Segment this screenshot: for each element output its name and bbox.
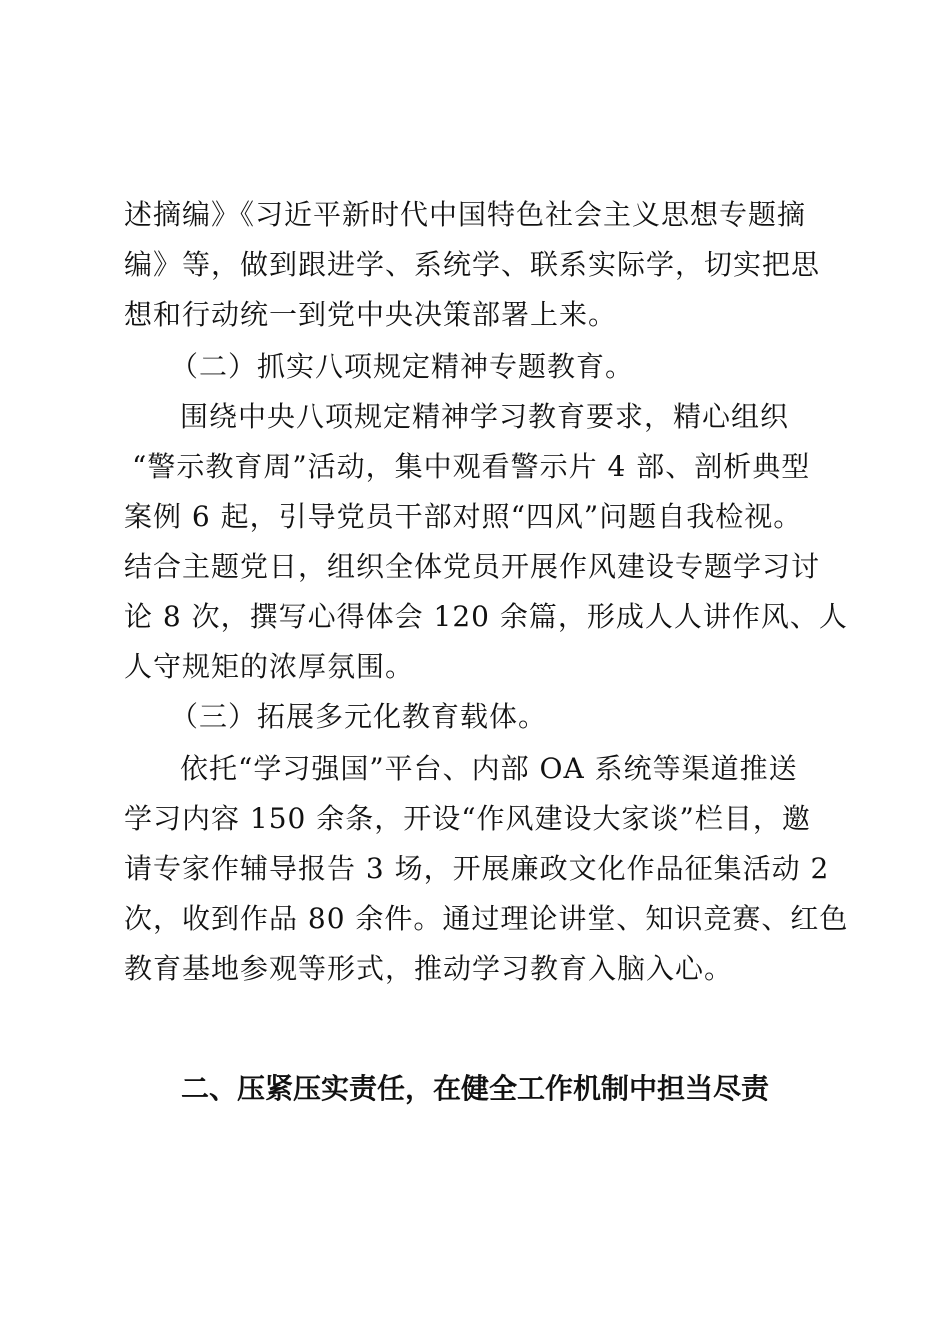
paragraph-3-line-2: 学习内容 150 余条，开设“作风建设大家谈”栏目，邀 (124, 802, 811, 835)
paragraph-2-line-5: 论 8 次，撰写心得体会 120 余篇，形成人人讲作风、人 (124, 600, 848, 633)
paragraph-2-line-3: 案例 6 起，引导党员干部对照“四风”问题自我检视。 (124, 500, 803, 533)
section-heading: 二、压紧压实责任，在健全工作机制中担当尽责 (180, 1072, 769, 1105)
paragraph-1-line-2: 编》等，做到跟进学、系统学、联系实际学，切实把思 (124, 248, 821, 281)
paragraph-1-line-3: 想和行动统一到党中央决策部署上来。 (124, 298, 618, 331)
paragraph-2-line-6: 人守规矩的浓厚氛围。 (124, 650, 415, 683)
paragraph-2-line-4: 结合主题党日，组织全体党员开展作风建设专题学习讨 (124, 550, 821, 583)
subheading-2: （二）抓实八项规定精神专题教育。 (170, 350, 635, 383)
paragraph-3-line-1: 依托“学习强国”平台、内部 OA 系统等渠道推送 (180, 752, 798, 785)
subheading-3: （三）拓展多元化教育载体。 (170, 700, 548, 733)
paragraph-3-line-3: 请专家作辅导报告 3 场，开展廉政文化作品征集活动 2 (124, 852, 830, 885)
paragraph-2-line-2: “警示教育周”活动，集中观看警示片 4 部、剖析典型 (132, 450, 811, 483)
paragraph-1-line-1: 述摘编》《习近平新时代中国特色社会主义思想专题摘 (124, 198, 807, 231)
paragraph-2-line-1: 围绕中央八项规定精神学习教育要求，精心组织 (180, 400, 790, 433)
paragraph-3-line-4: 次，收到作品 80 余件。通过理论讲堂、知识竞赛、红色 (124, 902, 849, 935)
paragraph-3-line-5: 教育基地参观等形式，推动学习教育入脑入心。 (124, 952, 734, 985)
